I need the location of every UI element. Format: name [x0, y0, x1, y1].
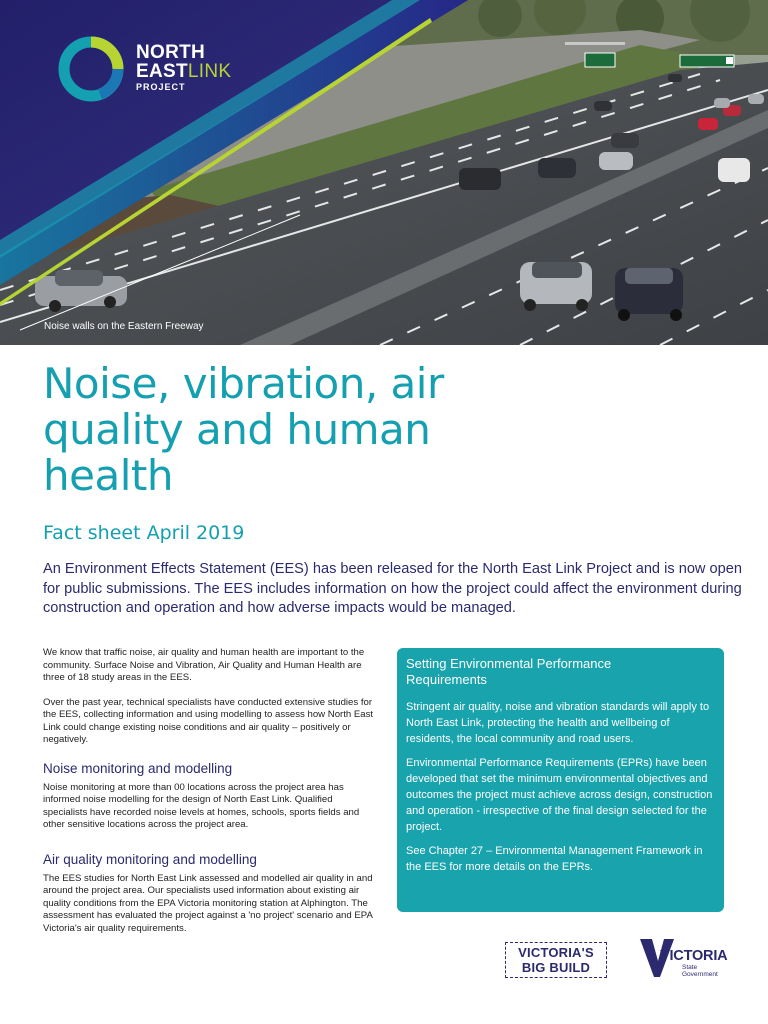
victorias-big-build-logo [505, 942, 607, 978]
body-paragraph: The EES studies for North East Link assessed and modelled air quality in and around the project area. Our specialists used information about existing air quality conditions from the EPA Victoria monitoring station at Alphington. The assessment has evaluated the project against a 'no project' scenario and EPA Victoria's air quality requirements. [43, 872, 373, 934]
victoria-wordmark: VICTORIA [660, 948, 728, 964]
hero-photo [0, 0, 768, 345]
callout-paragraph: Stringent air quality, noise and vibration standards will apply to North East Link, protecting the health and wellbeing of residents, the local community and road users. [406, 701, 710, 745]
body-paragraph: We know that traffic noise, air quality and human health are important to the community. Surface Noise and Vibration, Air Quality and Human Health are three of 18 study areas in the EES. [43, 647, 365, 683]
photo-caption: Noise walls on the Eastern Freeway [44, 321, 204, 332]
logo-link: LINK [187, 61, 232, 82]
body-paragraph: Over the past year, technical specialists have conducted extensive studies for the EES, collecting information and using modelling to assess how North East Link could change existing noise conditions and air quality – positively or negatively. [43, 696, 374, 745]
epr-callout-box [397, 648, 724, 912]
logo-ring-icon [56, 34, 126, 104]
callout-heading: Setting Environmental Performance Requirements [406, 656, 612, 687]
callout-paragraph: See Chapter 27 – Environmental Management Framework in the EES for more details on the EPRs. [406, 845, 703, 874]
vbb-line2: BIG BUILD [521, 959, 591, 975]
state-government-label [682, 964, 718, 978]
intro-paragraph: An Environment Effects Statement (EES) has been released for the North East Link Project and is now open for public submissions. The EES includes information on how the project could affect the environment during construction and operation and how adverse impacts would be managed. [43, 561, 742, 616]
page-title: Noise, vibration, air quality and human health [43, 359, 444, 500]
north-east-link-logo [56, 34, 306, 104]
state-label: State [682, 964, 698, 971]
heading-air-quality-monitoring: Air quality monitoring and modelling [43, 851, 257, 867]
logo-project: PROJECT [136, 82, 186, 92]
body-paragraph: Noise monitoring at more than 00 locations across the project area has informed noise modelling for the design of North East Link. Qualified specialists have recorded noise levels at homes, schools, sports fields and other sensitive locations across the project area. [43, 781, 360, 830]
logo-north: NORTH [136, 42, 206, 63]
vbb-line1: VICTORIA'S [518, 945, 594, 960]
fact-sheet-date: Fact sheet April 2019 [43, 522, 245, 544]
logo-east: EAST [136, 61, 188, 82]
government-label: Government [682, 971, 718, 978]
left-column [43, 647, 378, 947]
callout-paragraph: Environmental Performance Requirements (EPRs) have been developed that set the minimum environmental objectives and outcomes the project must achieve across design, construction and operation - irrespective of the final design selected for the project. [406, 757, 713, 833]
heading-noise-monitoring: Noise monitoring and modelling [43, 760, 233, 776]
victoria-state-government-logo [638, 937, 728, 983]
